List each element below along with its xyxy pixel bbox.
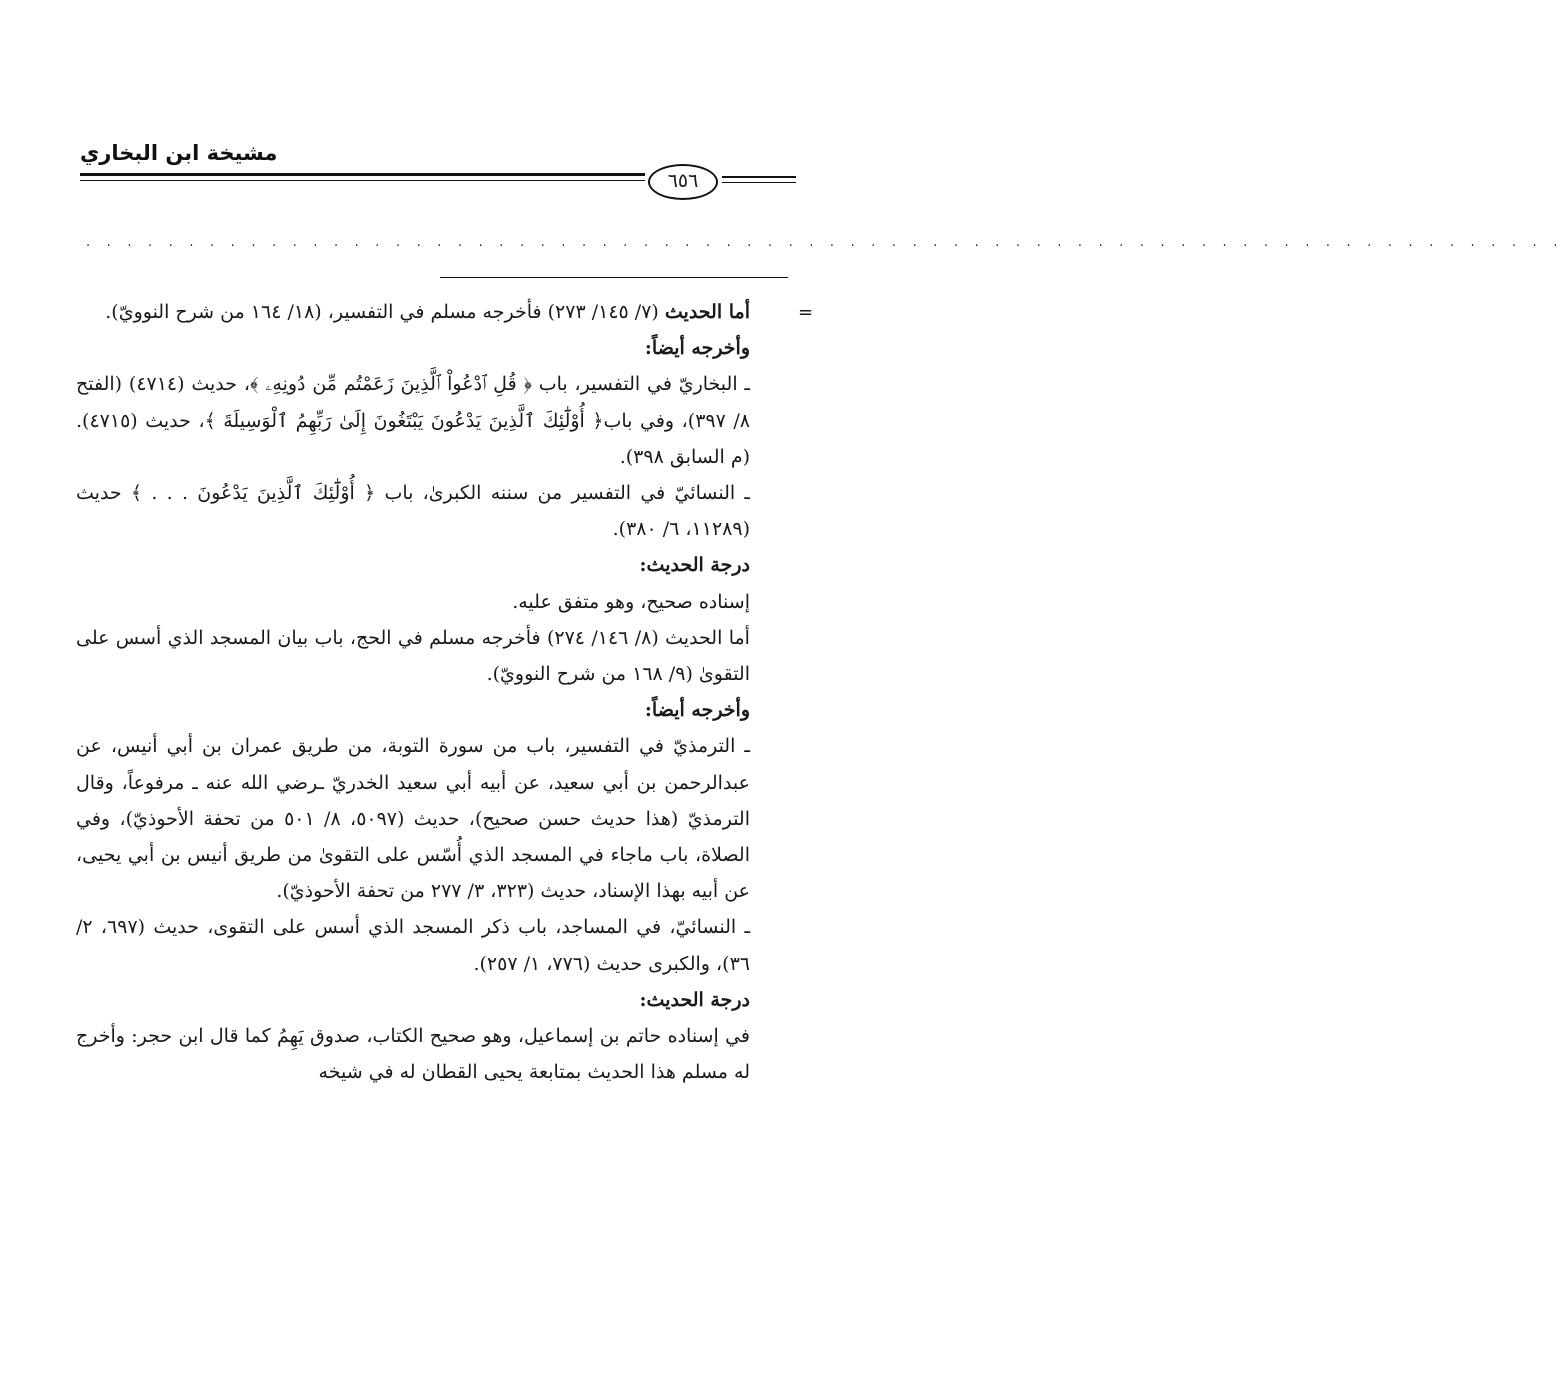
header-rule-thick	[80, 173, 645, 176]
lead-text: (٧/ ١٤٥/ ٢٧٣) فأخرجه مسلم في التفسير، (١٨/ ١٦٤ من شرح النوويّ).	[105, 301, 665, 323]
dotted-separator: . . . . . . . . . . . . . . . . . . . . . . . . . . . . . . . . . . . . . . . . . . . . . . . . . . . . . . . . . . . . . . . . . . . . . . . .	[86, 235, 1564, 250]
body-paragraph: ـ الترمذيّ في التفسير، باب من سورة التوبة، من طريق عمران بن أبي أنيس، عن عبدالرحمن بن أبي سعيد، عن أبيه أبي سعيد الخدريّ ـرضي الله عنه ـ مرفوعاً، وقال الترمذيّ (هذا حديث حسن صحيح)، حديث (٥٠٩٧، ٨/ ٥٠١ من تحفة الأحوذيّ)، وفي الصلاة، باب ماجاء في المسجد الذي أُسّس على التقوىٰ من طريق أنيس بن أبي يحيى، عن أبيه بهذا الإسناد، حديث (٣٢٣، ٣/ ٢٧٧ من تحفة الأحوذيّ).	[76, 735, 750, 903]
lead-bold-text: أما الحديث	[664, 301, 750, 323]
section-heading: وأخرجه أيضاً:	[644, 699, 750, 722]
header-rule-right-upper	[722, 176, 796, 178]
body-paragraph: ـ البخاريّ في التفسير، باب ﴿ قُلِ ٱدْعُواْ ٱلَّذِينَ زَعَمْتُم مِّن دُونِهِۦ ﴾، حديث (٤٧١٤) (الفتح ٨/ ٣٩٧)، وفي باب﴿ أُوْلَٰٓئِكَ ٱلَّذِينَ يَدْعُونَ يَبْتَغُونَ إِلَىٰ رَبِّهِمُ ٱلْوَسِيلَةَ ﴾، حديث (٤٧١٥). (م السابق ٣٩٨).	[76, 373, 750, 468]
continuation-mark: =	[798, 302, 814, 323]
header-rule-right-lower	[722, 182, 796, 183]
body-paragraph: ـ النسائيّ، في المساجد، باب ذكر المسجد الذي أسس على التقوى، حديث (٦٩٧، ٢/ ٣٦)، والكبرى حديث (٧٧٦، ١/ ٢٥٧).	[76, 916, 751, 975]
page-number: ٦٥٦	[648, 164, 718, 200]
running-title: مشيخة ابن البخاري	[80, 141, 278, 165]
body-paragraph: ـ النسائيّ في التفسير من سننه الكبرىٰ، باب ﴿ أُوْلَٰٓئِكَ ٱلَّذِينَ يَدْعُونَ . . . ﴾ حديث (١١٢٨٩، ٦/ ٣٨٠).	[76, 482, 750, 541]
footnote-rule	[440, 277, 788, 278]
body-paragraph: إسناده صحيح، وهو متفق عليه.	[512, 590, 750, 613]
section-heading: وأخرجه أيضاً:	[644, 337, 750, 360]
lead-paragraph	[76, 294, 750, 330]
body-paragraph: في إسناده حاتم بن إسماعيل، وهو صحيح الكتاب، صدوق يَهِمُ كما قال ابن حجر: وأخرج له مسلم هذا الحديث بمتابعة يحيى القطان له في شيخه	[76, 1025, 750, 1084]
section-heading: درجة الحديث:	[639, 554, 750, 577]
footnote-body	[76, 294, 750, 1090]
body-paragraph: أما الحديث (٨/ ١٤٦/ ٢٧٤) فأخرجه مسلم في الحج، باب بيان المسجد الذي أسس على التقوىٰ (٩/ ١٦٨ من شرح النوويّ).	[76, 626, 750, 686]
header-rule-thin	[80, 180, 645, 181]
section-heading: درجة الحديث:	[639, 988, 750, 1011]
